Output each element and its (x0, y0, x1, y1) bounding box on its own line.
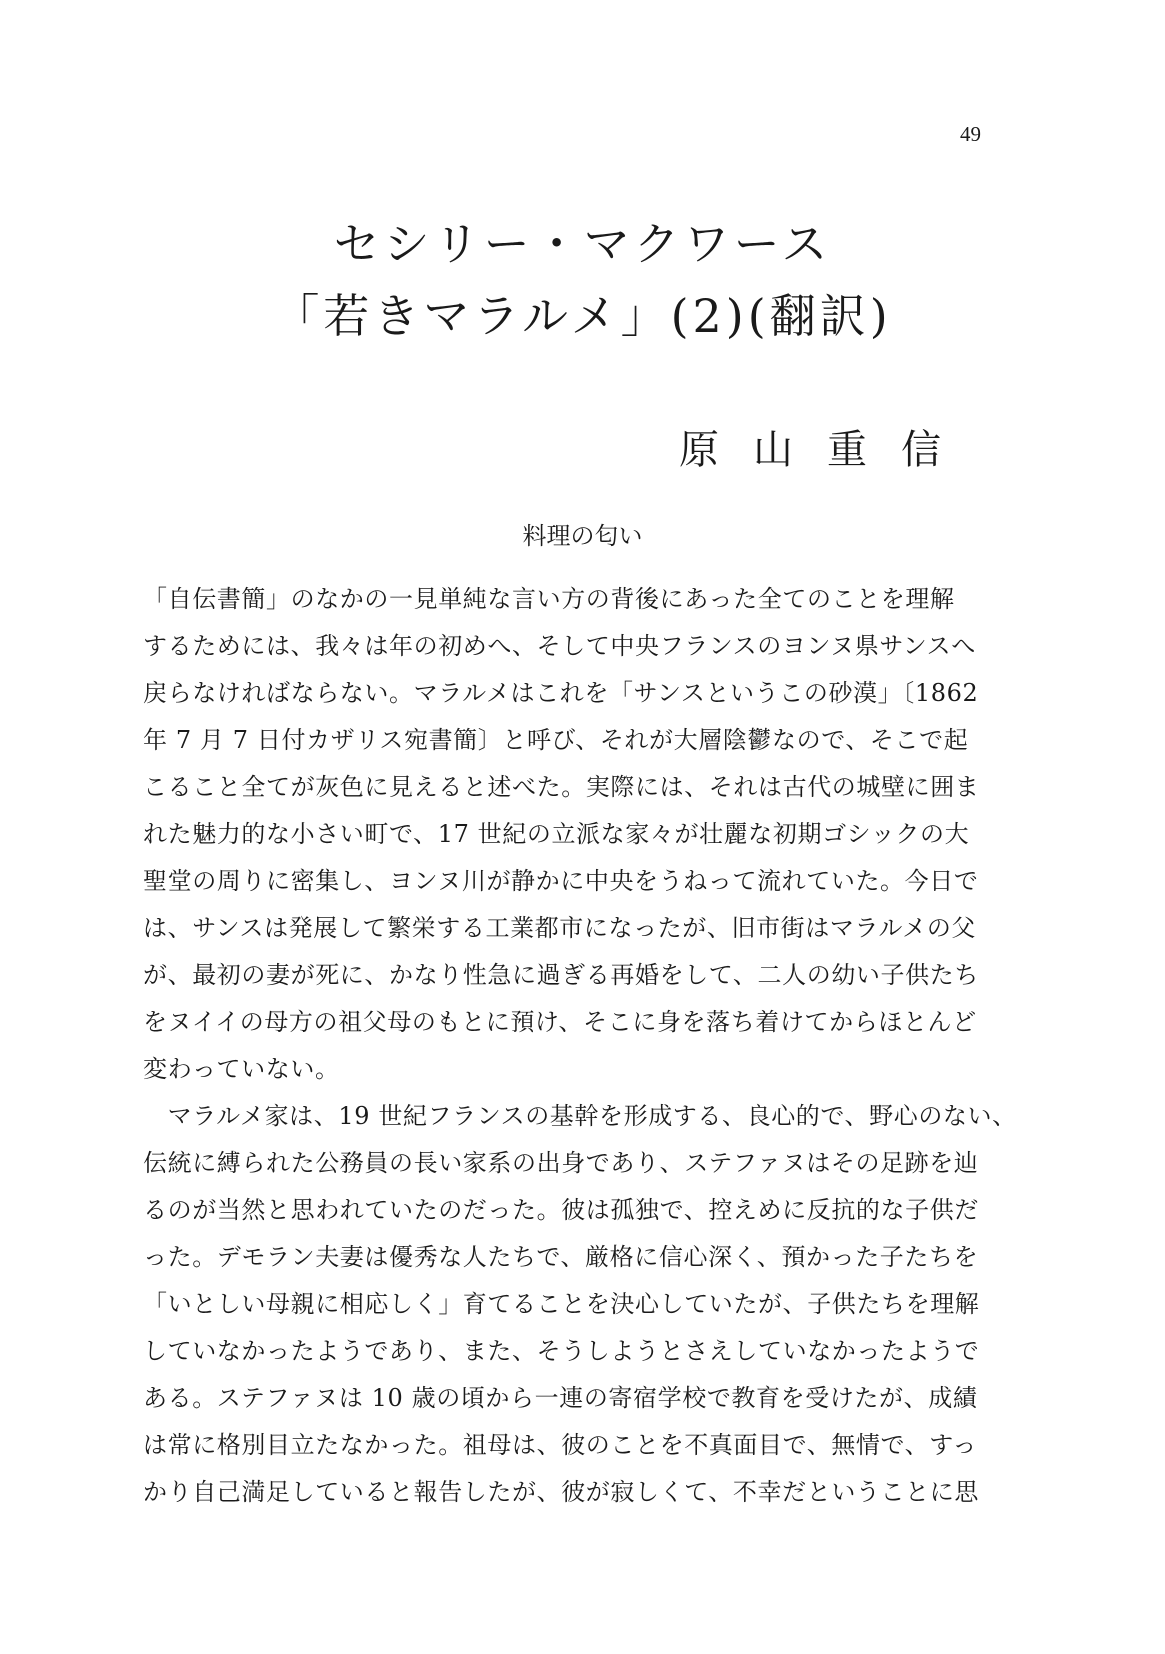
author-name: 原山重信 (679, 427, 975, 473)
title-line-1: セシリー・マクワース (333, 217, 832, 271)
body-line: れた魅力的な小さい町で、17 世紀の立派な家々が壮麗な初期ゴシックの大 (143, 820, 970, 848)
body-line: った。デモラン夫妻は優秀な人たちで、厳格に信心深く、預かった子たちを (143, 1243, 979, 1271)
body-line: マラルメ家は、19 世紀フランスの基幹を形成する、良心的で、野心のない、 (143, 1102, 1017, 1130)
body-line: 年 7 月 7 日付カザリス宛書簡〕と呼び、それが大層陰鬱なので、そこで起 (143, 726, 969, 754)
body-line: 「いとしい母親に相応しく」育てることを決心していたが、子供たちを理解 (143, 1290, 980, 1318)
body-line: 聖堂の周りに密集し、ヨンヌ川が静かに中央をうねって流れていた。今日で (143, 867, 979, 895)
page-number: 49 (960, 122, 981, 146)
body-line: は、サンスは発展して繁栄する工業都市になったが、旧市街はマラルメの父 (143, 914, 977, 942)
body-line: 戻らなければならない。マラルメはこれを「サンスというこの砂漠」〔1862 (143, 679, 979, 707)
body-line: が、最初の妻が死に、かなり性急に過ぎる再婚をして、二人の幼い子供たち (143, 961, 979, 989)
body-line: ある。ステファヌは 10 歳の頃から一連の寄宿学校で教育を受けたが、成績 (143, 1384, 978, 1412)
body-text (143, 576, 1023, 1516)
section-heading: 料理の匂い (522, 522, 643, 550)
body-line: るのが当然と思われていたのだった。彼は孤独で、控えめに反抗的な子供だ (143, 1196, 979, 1224)
body-line: するためには、我々は年の初めへ、そして中央フランスのヨンヌ県サンスへ (143, 632, 976, 660)
body-line: 「自伝書簡」のなかの一見単純な言い方の背後にあった全てのことを理解 (143, 585, 955, 613)
body-line: こること全てが灰色に見えると述べた。実際には、それは古代の城壁に囲ま (143, 773, 980, 801)
body-line: 変わっていない。 (143, 1055, 340, 1083)
article-title (0, 208, 1165, 352)
body-line: かり自己満足していると報告したが、彼が寂しくて、不幸だということに思 (143, 1478, 979, 1506)
body-line: 伝統に縛られた公務員の長い家系の出身であり、ステファヌはその足跡を辿 (143, 1149, 979, 1177)
title-line-2: 「若きマラルメ」(2)(翻訳) (273, 289, 892, 343)
body-line: は常に格別目立たなかった。祖母は、彼のことを不真面目で、無情で、すっ (143, 1431, 977, 1459)
body-line: していなかったようであり、また、そうしようとさえしていなかったようで (143, 1337, 980, 1365)
body-line: をヌイイの母方の祖父母のもとに預け、そこに身を落ち着けてからほとんど (143, 1008, 977, 1036)
